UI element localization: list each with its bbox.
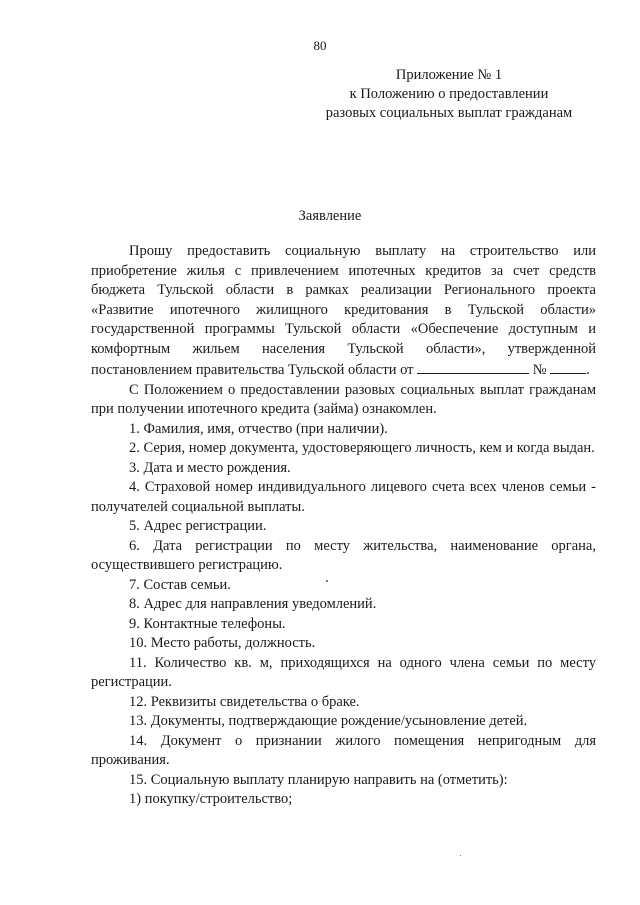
list-item: 3. Дата и место рождения. [129, 459, 291, 476]
appendix-header [300, 66, 598, 123]
list-item: 8. Адрес для направления уведомлений. [129, 596, 377, 612]
list-item: 7. Состав семьи. [129, 576, 231, 593]
list-item: 9. Контактные телефоны. [129, 615, 286, 632]
list-item: 11. Количество кв. м, приходящихся на одного члена семьи по месту регистрации. [91, 654, 596, 690]
list-item: 1) покупку/строительство; [129, 791, 293, 807]
list-item: 13. Документы, подтверждающие рождение/усыновление детей. [129, 713, 528, 729]
number-sign: № [532, 362, 547, 378]
intro-end: . [586, 362, 590, 378]
intro-text: Прошу предоставить социальную выплату на строительство или приобретение жилья с привлечением ипотечных кредитов за счет средств бюджета Тульской области в рамках реализации Регионального проекта «Развитие ипотечного жилищного кредитования в Тульской области» государственной программы Тульской области «Обеспечение доступным и комфортным жильем населения Тульской области», утвержденной постановлением правительства Тульской области от [91, 243, 596, 378]
document-body [91, 242, 596, 810]
number-blank-field [550, 359, 586, 374]
list-item: 6. Дата регистрации по месту жительства, наименование органа, осуществившего регистрацию. [91, 537, 596, 573]
scan-speck [326, 580, 328, 582]
list-item: 10. Место работы, должность. [129, 635, 316, 651]
list-item: 12. Реквизиты свидетельства о браке. [129, 693, 360, 710]
acquainted-paragraph: С Положением о предоставлении разовых социальных выплат гражданам при получении ипотечного кредита (займа) ознакомлен. [91, 381, 596, 417]
list-item: 15. Социальную выплату планирую направить на (отметить): [129, 771, 508, 788]
appendix-line-3: разовых социальных выплат гражданам [325, 105, 573, 121]
document-title: Заявление [298, 208, 362, 224]
scan-speck [460, 855, 461, 856]
list-item: 4. Страховой номер индивидуального лицевого счета всех членов семьи - получателей социальной выплаты. [91, 479, 596, 515]
appendix-line-2: к Положению о предоставлении [349, 86, 549, 102]
list-item: 14. Документ о признании жилого помещения непригодным для проживания. [91, 732, 596, 768]
list-item: 5. Адрес регистрации. [129, 518, 267, 534]
list-item: 1. Фамилия, имя, отчество (при наличии). [129, 420, 388, 437]
date-blank-field [417, 359, 529, 374]
appendix-line-1: Приложение № 1 [395, 67, 503, 83]
page-number: 80 [313, 38, 327, 53]
intro-paragraph [91, 242, 596, 381]
list-item: 2. Серия, номер документа, удостоверяющего личность, кем и когда выдан. [129, 440, 595, 456]
